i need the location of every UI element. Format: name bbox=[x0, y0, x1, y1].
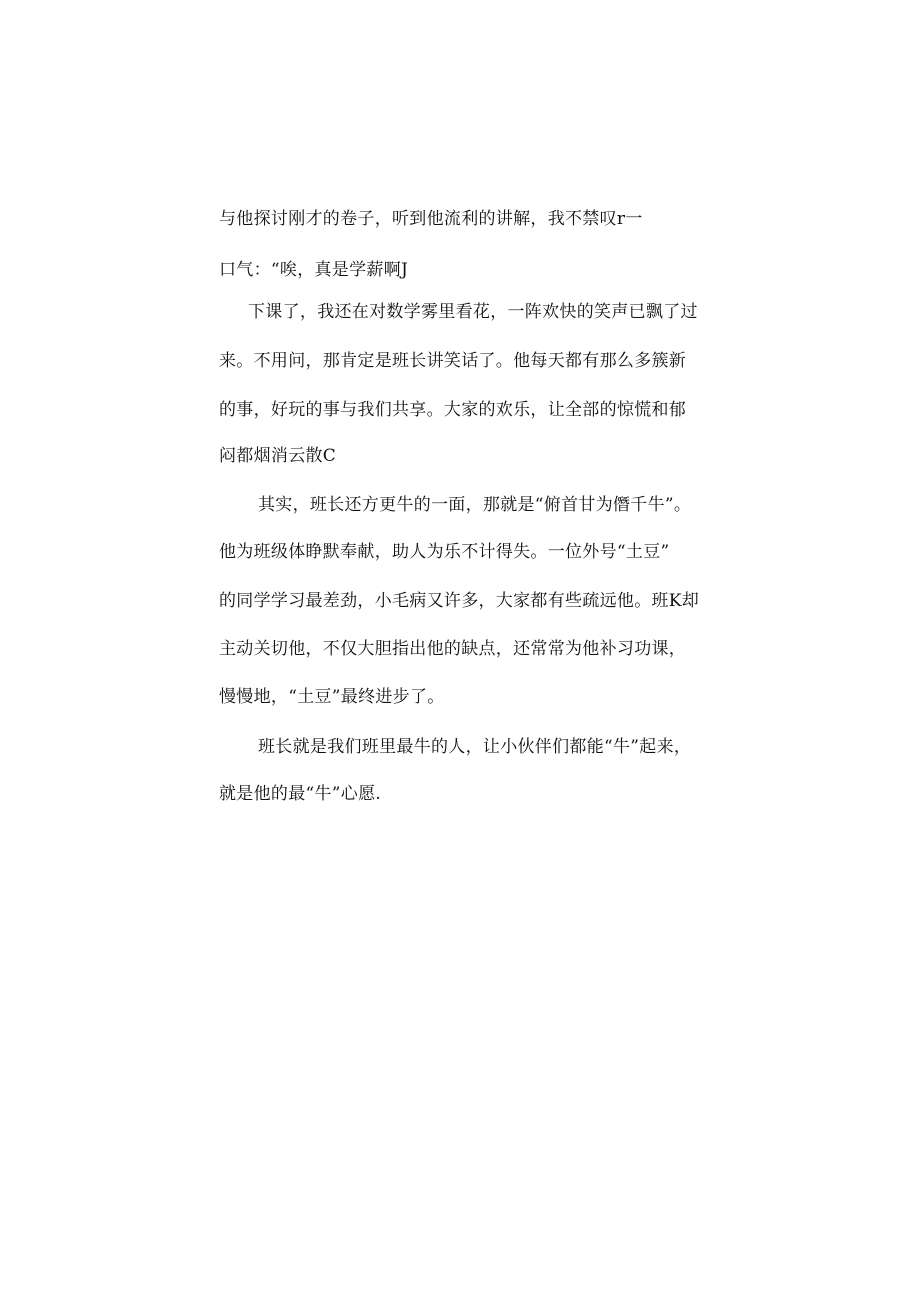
text-line-8: 他为班级体睁默奉献，助人为乐不计得失。一位外号“土豆” bbox=[219, 542, 670, 562]
text-line-12: 班长就是我们班里最牛的人，让小伙伴们都能“牛”起来， bbox=[258, 737, 692, 757]
text-line-1: 与他探讨刚才的卷子，听到他流利的讲解，我不禁叹r一 bbox=[219, 209, 643, 229]
text-line-5: 的事，好玩的事与我们共享。大家的欢乐，让全部的惊慌和郁 bbox=[219, 400, 687, 420]
text-line-2: 口气：“唉，真是学薪啊J bbox=[219, 260, 409, 280]
text-line-11: 慢慢地，“土豆”最终进步了。 bbox=[219, 687, 445, 707]
text-line-7: 其实，班长还方更牛的一面，那就是“俯首甘为僭千牛”。 bbox=[258, 495, 692, 515]
text-line-4: 来。不用问，那肯定是班长讲笑话了。他每天都有那么多簇新 bbox=[219, 351, 687, 371]
text-line-6: 闷都烟消云散C bbox=[219, 446, 337, 466]
text-line-13: 就是他的最“牛”心愿. bbox=[219, 784, 382, 804]
text-line-10: 主动关切他，不仅大胆指出他的缺点，还常常为他补习功课， bbox=[219, 639, 687, 659]
text-line-9: 的同学学习最差劲，小毛病又许多，大家都有些疏远他。班K却 bbox=[219, 591, 700, 611]
text-line-3: 下课了，我还在对数学雾里看花，一阵欢快的笑声已飘了过 bbox=[248, 302, 698, 322]
